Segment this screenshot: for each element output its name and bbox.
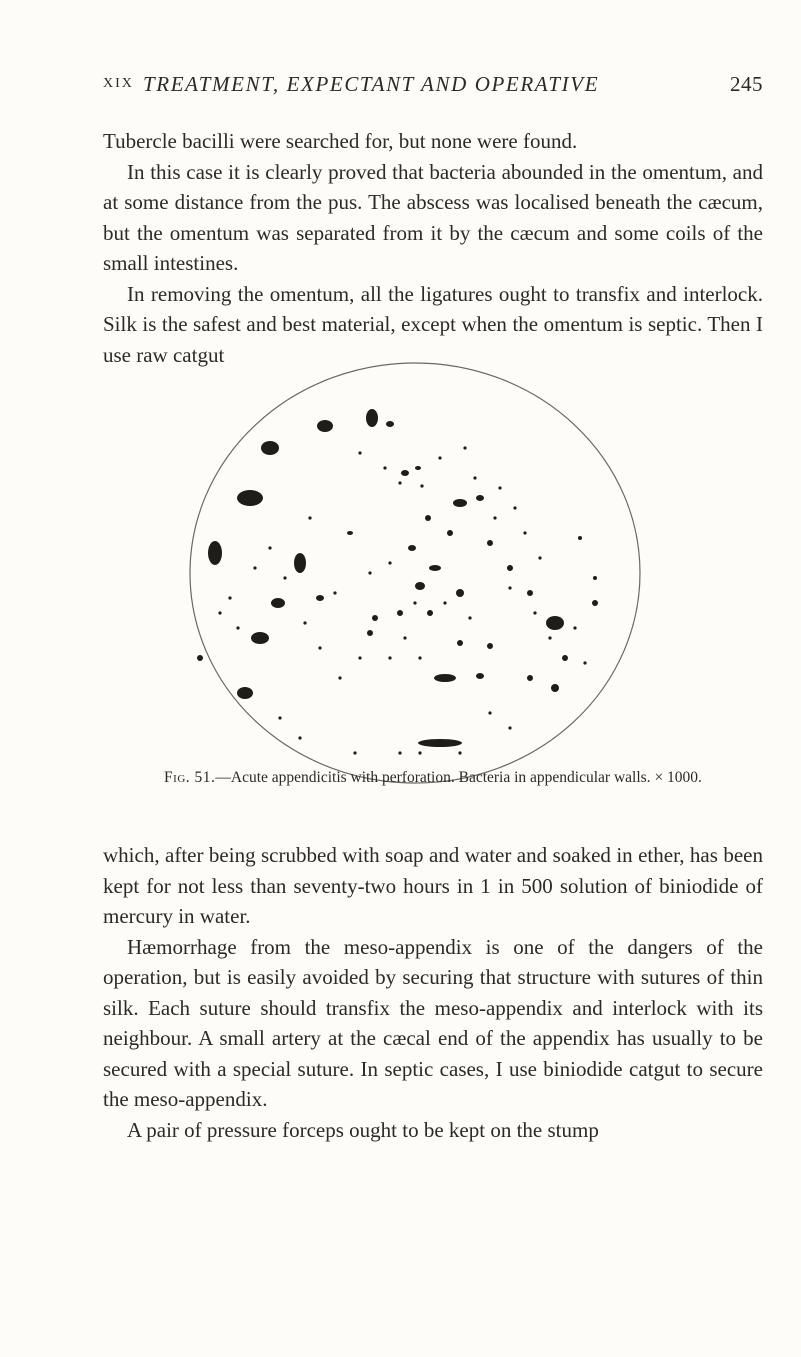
chapter-number: XIX [103,76,134,91]
paragraph: which, after being scrubbed with soap and water and soaked in ether, has been kept for not less than seventy-two hours in 1 in 500 solution of biniodide of mercury in water. [103,843,763,928]
bacterium [294,553,306,573]
paragraph: Hæmorrhage from the meso-appendix is one of the dangers of the operation, but is easily avoided by securing that structure with sutures of thin silk. Each suture should transfix the meso-appendix and interlock with its neighbour. A small artery at the cæcal end of the appendix has usually to be secured with a special suture. In septic cases, I use biniodide catgut to secure the meso-appendix. [103,934,763,1111]
bacterium-dot [388,656,391,659]
bacterium [237,490,263,506]
bacterium-dot [538,556,541,559]
bacterium-dot [353,751,356,754]
bacterium [418,739,462,747]
microscope-field-outline [190,363,640,783]
bacterium [476,673,484,679]
bacterium-dot [418,656,421,659]
bacterium [271,598,285,608]
bacterium [453,499,467,507]
bacterium [527,590,533,596]
bacterium [546,616,564,630]
bacterium-dot [368,571,371,574]
bacterium-dot [303,621,306,624]
body-text-top [103,126,763,370]
bacterium-dot [388,561,391,564]
bacterium-dot [298,736,301,739]
bacterium-dot [413,601,416,604]
bacterium [527,675,533,681]
bacterium [487,540,493,546]
bacterium-dot [583,661,586,664]
bacterium-dot [468,616,471,619]
bacterium [208,541,222,565]
body-text-bottom [103,840,763,1145]
bacterium-dot [420,484,423,487]
micrograph-figure [160,358,660,808]
bacterium [578,536,582,540]
bacterium-dot [523,531,526,534]
bacterium [592,600,598,606]
bacterium [551,684,559,692]
bacterium-dot [443,601,446,604]
paragraph: A pair of pressure forceps ought to be kept on the stump [127,1117,599,1142]
bacterium [251,632,269,644]
bacterium [261,441,279,455]
bacterium-dot [438,456,441,459]
paragraph: In removing the omentum, all the ligatures ought to transfix and interlock. Silk is the safest and best material, except when the omentum is septic. Then I use raw catgut [103,281,763,367]
bacterium [425,515,431,521]
bacterium [397,610,403,616]
bacterium-dot [236,626,239,629]
bacterium [347,531,353,535]
bacterium-dot [383,466,386,469]
bacterium [237,687,253,699]
bacterium [562,655,568,661]
bacterium [316,595,324,601]
paragraph: In this case it is clearly proved that bacteria abounded in the omentum, and at some distance from the pus. The abscess was localised beneath the cæcum, but the omentum was separated from it by the cæcum and some coils of the small intestines. [103,159,763,275]
bacterium-dot [403,636,406,639]
bacterium [401,470,409,476]
bacterium-dot [508,586,511,589]
bacterium-dot [398,481,401,484]
bacterium-dot [463,446,466,449]
bacterium-dot [493,516,496,519]
bacterium [372,615,378,621]
bacterium [457,640,463,646]
bacterium-dot [278,716,281,719]
bacterium-dot [488,711,491,714]
bacterium-dot [253,566,256,569]
page-number: 245 [730,72,763,96]
paragraph: Tubercle bacilli were searched for, but none were found. [103,129,578,153]
bacterium [366,409,378,427]
bacterium-dot [513,506,516,509]
bacterium-dot [358,656,361,659]
running-head [103,68,763,102]
bacterium-dot [308,516,311,519]
bacteria-cluster [197,409,598,755]
bacterium [487,643,493,649]
bacterium-dot [218,611,221,614]
bacterium [429,565,441,571]
bacterium [415,582,425,590]
bacterium-dot [498,486,501,489]
bacterium [593,576,597,580]
bacterium [408,545,416,551]
bacterium-dot [533,611,536,614]
bacterium-dot [398,751,401,754]
bacterium [367,630,373,636]
figure-magnification: × 1000. [654,769,702,786]
figure-caption [103,768,763,788]
bacterium-dot [333,591,336,594]
bacterium-dot [508,726,511,729]
bacterium-dot [358,451,361,454]
bacterium [447,530,453,536]
figure-caption-text: —Acute appendicitis with perforation. Bacteria in appendicular walls. [215,769,651,786]
bacterium [386,421,394,427]
bacterium-dot [473,476,476,479]
bacterium-dot [318,646,321,649]
bacterium-dot [228,596,231,599]
bacterium-dot [268,546,271,549]
bacterium [456,589,464,597]
bacterium-dot [418,751,421,754]
bacterium-dot [283,576,286,579]
chapter-title: TREATMENT, EXPECTANT AND OPERATIVE [143,72,600,96]
bacterium [317,420,333,432]
bacterium [415,466,421,470]
bacterium [427,610,433,616]
figure-label: Fig. 51. [164,769,216,786]
bacterium [197,655,203,661]
bacterium [476,495,484,501]
bacterium-dot [458,751,461,754]
bacterium-dot [573,626,576,629]
bacterium-dot [338,676,341,679]
bacterium [434,674,456,682]
bacterium [507,565,513,571]
bacterium-dot [548,636,551,639]
